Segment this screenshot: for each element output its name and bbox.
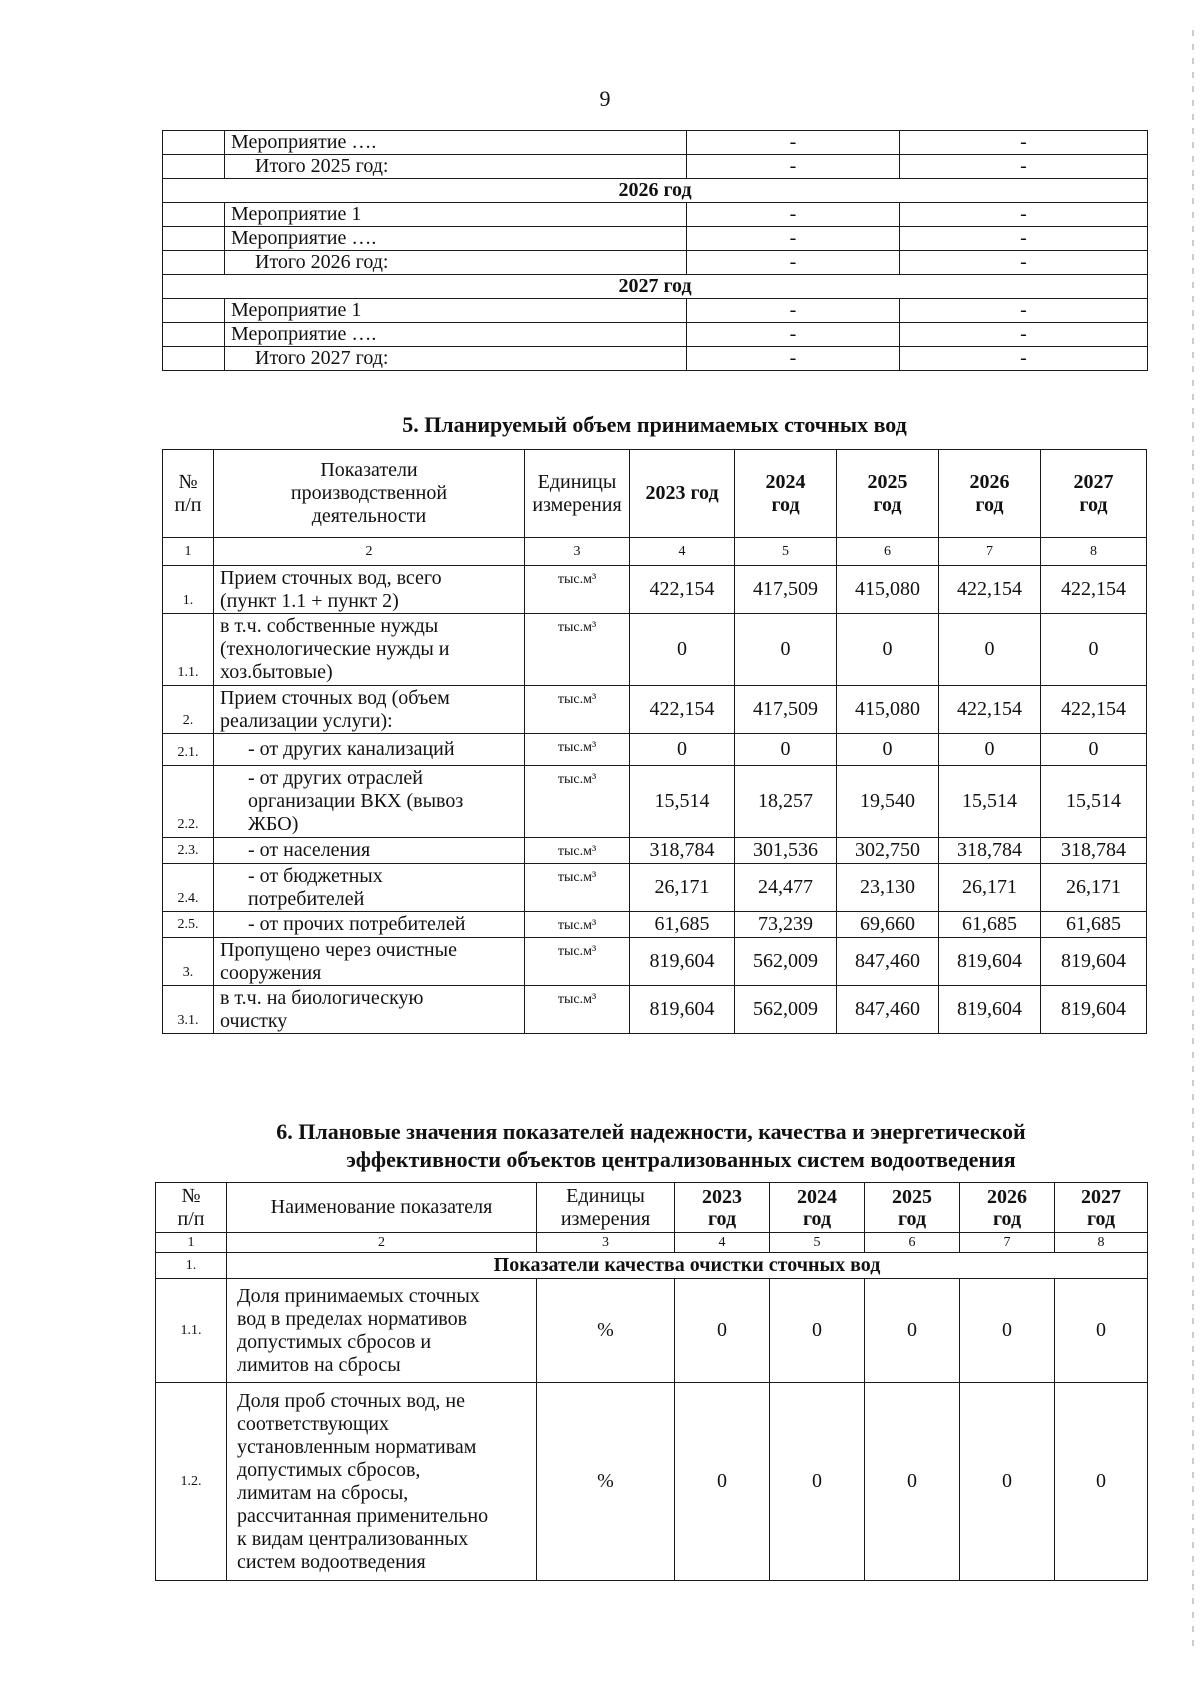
- value-cell: 0: [938, 614, 1040, 686]
- column-header: 2024 год: [770, 1183, 865, 1233]
- column-number-row: [163, 538, 1147, 566]
- value-cell: 847,460: [836, 938, 938, 986]
- column-number: 3: [524, 538, 629, 566]
- indicator-name: Доля проб сточных вод, не соответствующих установленным нормативам допустимых сбросов, лимитам на сбросы, рассчитанная применительно к видам централизованных систем водоотведения: [227, 1383, 537, 1581]
- row-number: 3.1.: [163, 986, 214, 1034]
- value-cell: 819,604: [1040, 986, 1146, 1034]
- value-cell: 0: [735, 614, 837, 686]
- row-number: 2.3.: [163, 838, 214, 864]
- measures-table: [162, 130, 1148, 371]
- column-number: 4: [630, 538, 735, 566]
- measure-label: Мероприятие ….: [225, 323, 687, 347]
- indicator-name: в т.ч. собственные нужды (технологические нужды и хоз.бытовые): [213, 614, 524, 686]
- unit-cell: %: [537, 1383, 675, 1581]
- table-row: [156, 1383, 1148, 1581]
- table-row: [163, 838, 1147, 864]
- row-number-cell: [163, 323, 225, 347]
- value-cell: 318,784: [938, 838, 1040, 864]
- column-header: Наименование показателя: [227, 1183, 537, 1233]
- indicator-name: - от бюджетных потребителей: [213, 864, 524, 912]
- value-cell: 0: [630, 614, 735, 686]
- table-row: [163, 614, 1147, 686]
- value-cell: -: [900, 323, 1148, 347]
- indicator-name: Прием сточных вод, всего (пункт 1.1 + пункт 2): [213, 566, 524, 614]
- value-cell: 0: [735, 734, 837, 766]
- column-number: 2: [213, 538, 524, 566]
- value-cell: 302,750: [836, 838, 938, 864]
- value-cell: -: [900, 251, 1148, 275]
- value-cell: 69,660: [836, 912, 938, 938]
- row-number: 2.1.: [163, 734, 214, 766]
- value-cell: 26,171: [630, 864, 735, 912]
- row-number: 2.5.: [163, 912, 214, 938]
- value-cell: 0: [836, 734, 938, 766]
- indicator-name: - от других канализаций: [213, 734, 524, 766]
- unit-cell: %: [537, 1279, 675, 1383]
- value-cell: 0: [630, 734, 735, 766]
- table-row: [163, 227, 1148, 251]
- table-row: [163, 912, 1147, 938]
- value-cell: 415,080: [836, 566, 938, 614]
- value-cell: 18,257: [735, 766, 837, 838]
- value-cell: 0: [836, 614, 938, 686]
- measure-label: Мероприятие 1: [225, 203, 687, 227]
- page-edge-scan-line: [1192, 30, 1194, 1650]
- value-cell: -: [687, 347, 900, 371]
- row-number: 2.4.: [163, 864, 214, 912]
- unit-cell: тыс.м³: [524, 838, 629, 864]
- value-cell: 73,239: [735, 912, 837, 938]
- unit-cell: тыс.м³: [524, 938, 629, 986]
- group-label: Показатели качества очистки сточных вод: [227, 1253, 1148, 1279]
- row-number-cell: [163, 251, 225, 275]
- value-cell: -: [687, 251, 900, 275]
- value-cell: 819,604: [630, 986, 735, 1034]
- year-header: 2026 год: [163, 179, 1148, 203]
- indicator-name: - от прочих потребителей: [213, 912, 524, 938]
- section-6-title-line2: эффективности объектов централизованных систем водоотведения: [346, 1147, 1016, 1172]
- row-number: 1.2.: [156, 1383, 227, 1581]
- value-cell: 0: [865, 1279, 960, 1383]
- group-number: 1.: [156, 1253, 227, 1279]
- value-cell: -: [900, 347, 1148, 371]
- table-row: [163, 323, 1148, 347]
- column-header: 2026 год: [960, 1183, 1055, 1233]
- total-label: Итого 2026 год:: [225, 251, 687, 275]
- value-cell: 422,154: [630, 566, 735, 614]
- section-6-title-line1: 6. Плановые значения показателей надежности, качества и энергетической: [276, 1119, 1026, 1144]
- value-cell: 422,154: [938, 566, 1040, 614]
- table-row: [156, 1279, 1148, 1383]
- row-number-cell: [163, 155, 225, 179]
- table-row: [163, 179, 1148, 203]
- unit-cell: тыс.м³: [524, 766, 629, 838]
- value-cell: 422,154: [938, 686, 1040, 734]
- measure-label: Мероприятие ….: [225, 227, 687, 251]
- table-row: [163, 566, 1147, 614]
- table-row: [163, 275, 1148, 299]
- value-cell: 819,604: [938, 986, 1040, 1034]
- value-cell: -: [900, 227, 1148, 251]
- row-number-cell: [163, 131, 225, 155]
- column-number: 2: [227, 1233, 537, 1253]
- value-cell: 0: [960, 1383, 1055, 1581]
- section-6-title: [155, 1118, 1147, 1174]
- value-cell: 26,171: [938, 864, 1040, 912]
- value-cell: 0: [938, 734, 1040, 766]
- section-5-title: 5. Планируемый объем принимаемых сточных вод: [402, 412, 907, 437]
- value-cell: 0: [1055, 1279, 1148, 1383]
- unit-cell: тыс.м³: [524, 614, 629, 686]
- value-cell: 0: [960, 1279, 1055, 1383]
- value-cell: 301,536: [735, 838, 837, 864]
- reliability-indicators-table: [155, 1182, 1148, 1581]
- column-number: 5: [770, 1233, 865, 1253]
- total-label: Итого 2025 год:: [225, 155, 687, 179]
- column-header: 2026 год: [938, 450, 1040, 538]
- value-cell: 0: [770, 1383, 865, 1581]
- table-row: [163, 766, 1147, 838]
- row-number: 2.2.: [163, 766, 214, 838]
- column-number: 5: [735, 538, 837, 566]
- row-number: 1.1.: [163, 614, 214, 686]
- group-row: [156, 1253, 1148, 1279]
- column-number: 1: [156, 1233, 227, 1253]
- value-cell: -: [900, 155, 1148, 179]
- table-row: [163, 155, 1148, 179]
- unit-cell: тыс.м³: [524, 912, 629, 938]
- column-header: 2023 год: [630, 450, 735, 538]
- column-header: № п/п: [156, 1183, 227, 1233]
- column-number: 8: [1055, 1233, 1148, 1253]
- column-number: 3: [537, 1233, 675, 1253]
- row-number: 1.: [163, 566, 214, 614]
- row-number: 1.1.: [156, 1279, 227, 1383]
- table-row: [163, 686, 1147, 734]
- indicator-name: - от других отраслей организации ВКХ (вывоз ЖБО): [213, 766, 524, 838]
- value-cell: 15,514: [1040, 766, 1146, 838]
- value-cell: -: [900, 131, 1148, 155]
- value-cell: 61,685: [1040, 912, 1146, 938]
- column-header: 2027 год: [1040, 450, 1146, 538]
- value-cell: 318,784: [630, 838, 735, 864]
- column-header: Единицы измерения: [524, 450, 629, 538]
- unit-cell: тыс.м³: [524, 986, 629, 1034]
- value-cell: -: [687, 203, 900, 227]
- header-row: [156, 1183, 1148, 1233]
- value-cell: 562,009: [735, 938, 837, 986]
- column-number: 1: [163, 538, 214, 566]
- column-header: 2027 год: [1055, 1183, 1148, 1233]
- row-number: 3.: [163, 938, 214, 986]
- value-cell: 318,784: [1040, 838, 1146, 864]
- header-row: [163, 450, 1147, 538]
- indicator-name: - от населения: [213, 838, 524, 864]
- value-cell: 819,604: [630, 938, 735, 986]
- unit-cell: тыс.м³: [524, 734, 629, 766]
- table-row: [163, 347, 1148, 371]
- value-cell: -: [900, 299, 1148, 323]
- value-cell: -: [687, 299, 900, 323]
- value-cell: 61,685: [630, 912, 735, 938]
- value-cell: 0: [1055, 1383, 1148, 1581]
- value-cell: 19,540: [836, 766, 938, 838]
- row-number-cell: [163, 203, 225, 227]
- value-cell: 0: [675, 1279, 770, 1383]
- row-number-cell: [163, 299, 225, 323]
- value-cell: 422,154: [1040, 686, 1146, 734]
- value-cell: 26,171: [1040, 864, 1146, 912]
- column-number: 7: [938, 538, 1040, 566]
- column-number-row: [156, 1233, 1148, 1253]
- column-header: 2025 год: [865, 1183, 960, 1233]
- column-header: Единицы измерения: [537, 1183, 675, 1233]
- table-row: [163, 299, 1148, 323]
- table-row: [163, 864, 1147, 912]
- value-cell: 0: [1040, 734, 1146, 766]
- value-cell: 0: [865, 1383, 960, 1581]
- measure-label: Мероприятие 1: [225, 299, 687, 323]
- value-cell: 0: [675, 1383, 770, 1581]
- value-cell: -: [687, 323, 900, 347]
- value-cell: 23,130: [836, 864, 938, 912]
- table-row: [163, 251, 1148, 275]
- value-cell: -: [687, 131, 900, 155]
- value-cell: 417,509: [735, 566, 837, 614]
- value-cell: 15,514: [630, 766, 735, 838]
- column-number: 8: [1040, 538, 1146, 566]
- unit-cell: тыс.м³: [524, 566, 629, 614]
- value-cell: 417,509: [735, 686, 837, 734]
- table-row: [163, 986, 1147, 1034]
- value-cell: 15,514: [938, 766, 1040, 838]
- value-cell: -: [687, 227, 900, 251]
- unit-cell: тыс.м³: [524, 864, 629, 912]
- column-number: 6: [865, 1233, 960, 1253]
- value-cell: 847,460: [836, 986, 938, 1034]
- measure-label: Мероприятие ….: [225, 131, 687, 155]
- column-header: 2024 год: [735, 450, 837, 538]
- row-number: 2.: [163, 686, 214, 734]
- unit-cell: тыс.м³: [524, 686, 629, 734]
- wastewater-volume-table: [162, 449, 1147, 1034]
- table-row: [163, 131, 1148, 155]
- column-header: № п/п: [163, 450, 214, 538]
- value-cell: 24,477: [735, 864, 837, 912]
- table-row: [163, 734, 1147, 766]
- value-cell: 422,154: [1040, 566, 1146, 614]
- value-cell: 61,685: [938, 912, 1040, 938]
- value-cell: -: [900, 203, 1148, 227]
- page-number: 9: [599, 86, 611, 111]
- column-number: 6: [836, 538, 938, 566]
- value-cell: 415,080: [836, 686, 938, 734]
- value-cell: 562,009: [735, 986, 837, 1034]
- row-number-cell: [163, 347, 225, 371]
- column-header: 2023 год: [675, 1183, 770, 1233]
- indicator-name: в т.ч. на биологическую очистку: [213, 986, 524, 1034]
- value-cell: 819,604: [938, 938, 1040, 986]
- indicator-name: Прием сточных вод (объем реализации услуги):: [213, 686, 524, 734]
- total-label: Итого 2027 год:: [225, 347, 687, 371]
- table-row: [163, 938, 1147, 986]
- year-header: 2027 год: [163, 275, 1148, 299]
- table-row: [163, 203, 1148, 227]
- column-header: Показатели производственной деятельности: [213, 450, 524, 538]
- value-cell: 422,154: [630, 686, 735, 734]
- column-number: 4: [675, 1233, 770, 1253]
- column-header: 2025 год: [836, 450, 938, 538]
- indicator-name: Доля принимаемых сточных вод в пределах нормативов допустимых сбросов и лимитов на сбросы: [227, 1279, 537, 1383]
- value-cell: 819,604: [1040, 938, 1146, 986]
- value-cell: -: [687, 155, 900, 179]
- value-cell: 0: [1040, 614, 1146, 686]
- row-number-cell: [163, 227, 225, 251]
- column-number: 7: [960, 1233, 1055, 1253]
- indicator-name: Пропущено через очистные сооружения: [213, 938, 524, 986]
- value-cell: 0: [770, 1279, 865, 1383]
